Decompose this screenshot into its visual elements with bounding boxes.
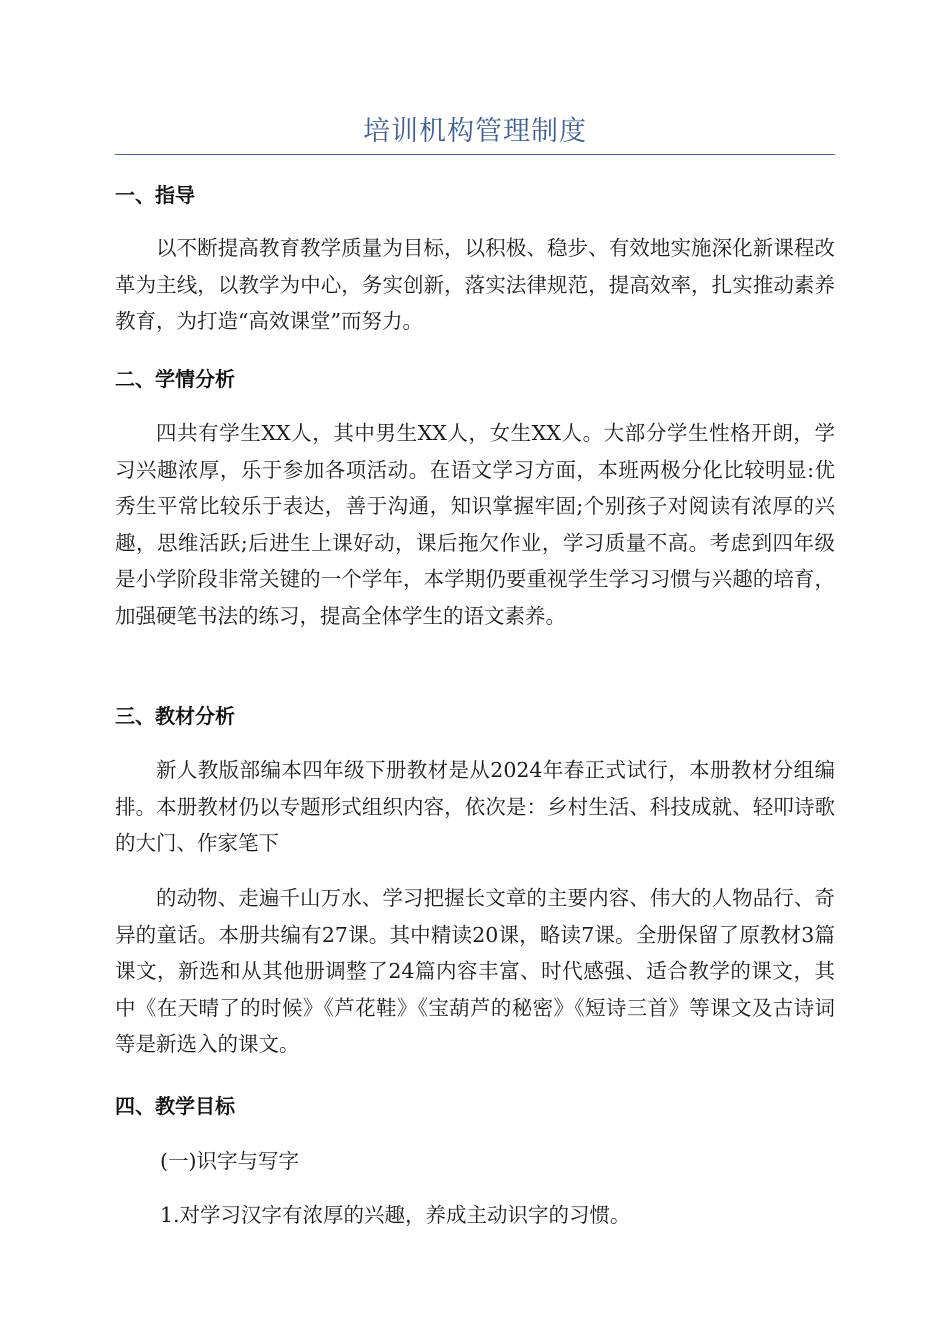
- section-heading-textbook-analysis: 三、教材分析: [115, 704, 235, 728]
- section-heading-student-analysis: 二、学情分析: [115, 367, 235, 391]
- title-underline: [115, 154, 835, 155]
- section-paragraph-guidance: 以不断提高教育教学质量为目标，以积极、稳步、有效地实施深化新课程改革为主线，以教学为中心，务实创新，落实法律规范，提高效率，扎实推动素养教育，为打造“高效课堂”而努力。: [115, 236, 835, 333]
- section-paragraph-student-analysis: 四共有学生XX人，其中男生XX人，女生XX人。大部分学生性格开朗，学习兴趣浓厚，乐于参加各项活动。在语文学习方面，本班两极分化比较明显:优秀生平常比较乐于表达，善于沟通，知识掌握牢固;个别孩子对阅读有浓厚的兴趣，思维活跃;后进生上课好动，课后拖欠作业，学习质量不高。考虑到四年级是小学阶段非常关键的一个学年，本学期仍要重视学生学习习惯与兴趣的培育，加强硬笔书法的练习，提高全体学生的语文素养。: [115, 421, 835, 628]
- section-paragraph-textbook-analysis-2: 的动物、走遍千山万水、学习把握长文章的主要内容、伟大的人物品行、奇异的童话。本册共编有27课。其中精读20课，略读7课。全册保留了原教材3篇课文，新选和从其他册调整了24篇内容丰富、时代感强、适合教学的课文，其中《在天晴了的时候》《芦花鞋》《宝葫芦的秘密》《短诗三首》等课文及古诗词等是新选入的课文。: [115, 886, 835, 1056]
- subsection-literacy: (一)识字与写字: [160, 1149, 299, 1173]
- section-paragraph-textbook-analysis-1: 新人教版部编本四年级下册教材是从2024年春正式试行，本册教材分组编排。本册教材仍以专题形式组织内容，依次是：乡村生活、科技成就、轻叩诗歌的大门、作家笔下: [115, 758, 835, 855]
- document-title: 培训机构管理制度: [363, 116, 587, 147]
- section-heading-guidance: 一、指导: [115, 183, 195, 207]
- section-heading-teaching-goals: 四、教学目标: [115, 1094, 235, 1118]
- goal-item-1: 1.对学习汉字有浓厚的兴趣，养成主动识字的习惯。: [160, 1203, 631, 1227]
